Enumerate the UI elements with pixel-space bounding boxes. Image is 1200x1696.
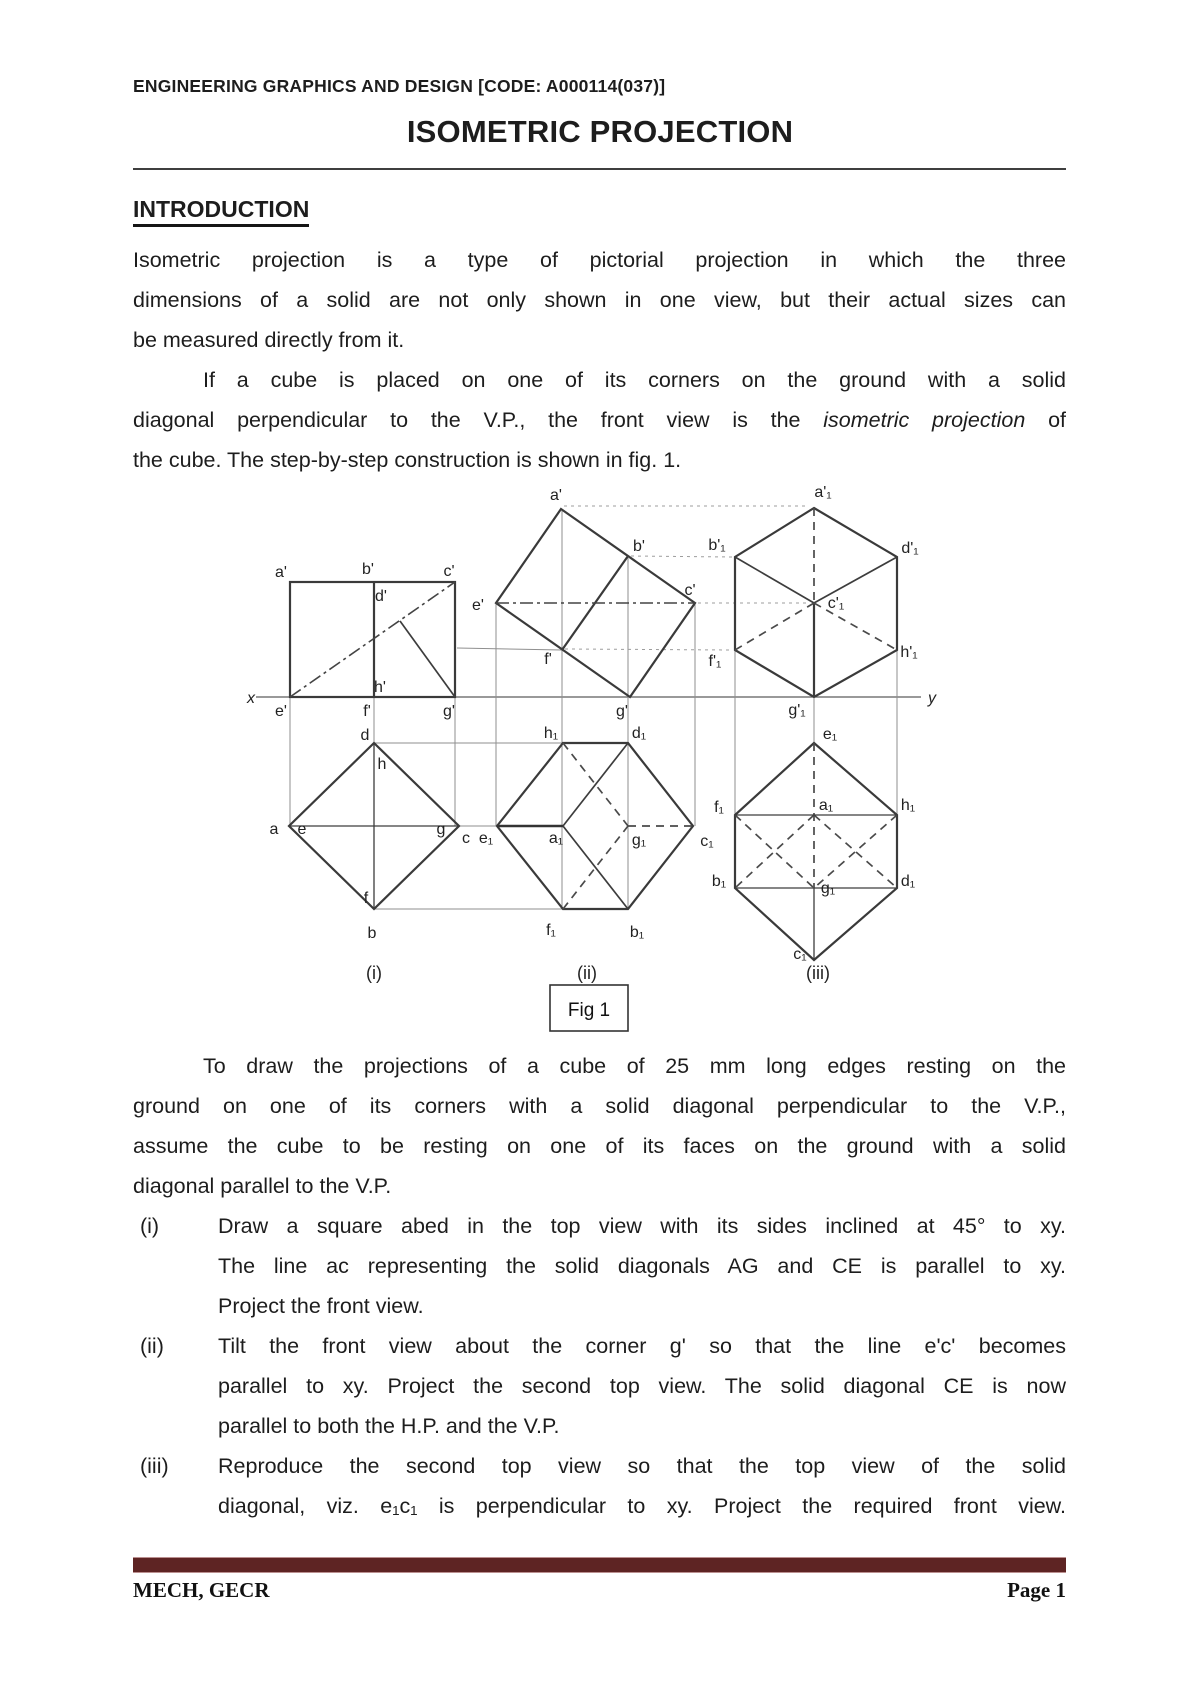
text-line xyxy=(218,1406,1066,1446)
text-segment: To draw the projections of a cube of 25 mm long edges resting on the xyxy=(203,1054,1066,1078)
text-segment: assume the cube to be resting on one of its faces on the ground with a solid xyxy=(133,1134,1066,1158)
figure-label: a' xyxy=(550,487,562,504)
figure-label: (i) xyxy=(366,963,382,983)
figure-label: d₁ xyxy=(631,725,647,742)
figure-label: e xyxy=(297,821,307,838)
figure-label: g₁ xyxy=(631,832,647,849)
text-line xyxy=(133,1126,1066,1166)
figure-label: b' xyxy=(362,561,374,578)
top-view-i-diamond xyxy=(289,743,459,909)
top-view-ii-hexagon xyxy=(497,743,693,909)
paragraph xyxy=(133,1046,1066,1206)
figure-label: e' xyxy=(275,703,287,720)
text-line xyxy=(218,1246,1066,1286)
footer-bar xyxy=(133,1557,1066,1573)
figure-label: f₁ xyxy=(714,799,724,816)
figure-label: d' xyxy=(375,588,387,605)
figure-label: b' xyxy=(633,538,645,555)
figure-label: h₁ xyxy=(900,797,916,814)
construction-lines xyxy=(290,506,897,909)
figure-label: e₁ xyxy=(822,726,838,743)
figure-label: h xyxy=(377,756,387,773)
list-item xyxy=(133,1326,1066,1446)
text-line xyxy=(218,1326,1066,1366)
top-view-iii-hexagon xyxy=(735,743,897,960)
figure-label: h'₁ xyxy=(900,644,918,661)
figure-label: h₁ xyxy=(543,725,559,742)
text-segment: If a cube is placed on one of its corners on the ground with a solid xyxy=(203,368,1066,392)
front-view-ii-tilted xyxy=(496,509,695,697)
figure-label: a' xyxy=(275,564,287,581)
text-segment: dimensions of a solid are not only shown in one view, but their actual sizes can xyxy=(133,288,1066,312)
figure-label: c xyxy=(462,830,470,847)
list-item xyxy=(133,1446,1066,1526)
footer-page-number: Page 1 xyxy=(1007,1578,1066,1602)
text-line xyxy=(218,1446,1066,1486)
text-segment: diagonal, viz. e₁c₁ is perpendicular to xy. Project the required front view. xyxy=(218,1494,1066,1518)
page-title: ISOMETRIC PROJECTION xyxy=(406,114,794,149)
figure-label: a₁ xyxy=(818,797,834,814)
figure-label: c'₁ xyxy=(827,595,845,612)
text-segment: parallel to xy. Project the second top view. The solid diagonal CE is now xyxy=(218,1374,1066,1398)
figure-label: f' xyxy=(544,651,552,668)
list-item-marker: (i) xyxy=(140,1214,160,1238)
figure-label: g' xyxy=(443,703,455,720)
text-line xyxy=(133,1166,1066,1206)
text-segment: Project the front view. xyxy=(218,1294,424,1318)
figure-label: b₁ xyxy=(629,924,645,941)
figure-label: e₁ xyxy=(478,830,494,847)
figure-label: f₁ xyxy=(546,922,556,939)
text-segment: of xyxy=(1025,408,1066,432)
figure-label: c₁ xyxy=(793,946,807,963)
section-heading-introduction: INTRODUCTION xyxy=(133,196,309,227)
italic-text: isometric projection xyxy=(823,408,1026,432)
figure-label: h' xyxy=(374,679,386,696)
figure-label: c' xyxy=(443,563,455,580)
figure-label: g'₁ xyxy=(788,702,806,719)
text-segment: parallel to both the H.P. and the V.P. xyxy=(218,1414,560,1438)
text-line xyxy=(218,1366,1066,1406)
body-text-bottom xyxy=(133,1046,1066,1526)
figure-label: (iii) xyxy=(806,963,830,983)
text-line xyxy=(218,1206,1066,1246)
text-segment: Reproduce the second top view so that the top view of the solid xyxy=(218,1454,1066,1478)
text-line xyxy=(133,1086,1066,1126)
figure-label: b xyxy=(367,925,377,942)
text-segment: the cube. The step-by-step construction is shown in fig. 1. xyxy=(133,448,682,472)
figure-label: d xyxy=(360,727,370,744)
footer-left-text: MECH, GECR xyxy=(133,1578,270,1602)
text-segment: Draw a square abed in the top view with its sides inclined at 45° to xy. xyxy=(218,1214,1066,1238)
fig-caption-box xyxy=(550,985,628,1031)
figure-label: a xyxy=(269,821,279,838)
list-item-marker: (iii) xyxy=(140,1454,169,1478)
figure-label: c' xyxy=(684,582,696,599)
figure-label: f' xyxy=(363,703,371,720)
text-segment: ground on one of its corners with a solid diagonal perpendicular to the V.P., xyxy=(133,1094,1066,1118)
list-item-marker: (ii) xyxy=(140,1334,164,1358)
list-item xyxy=(133,1206,1066,1326)
text-segment: be measured directly from it. xyxy=(133,328,405,352)
figure-label: g' xyxy=(616,703,628,720)
text-line xyxy=(218,1486,1066,1526)
figure-label: c₁ xyxy=(700,833,714,850)
fig-caption: Fig 1 xyxy=(567,1000,611,1021)
figure-label: a'₁ xyxy=(814,484,832,501)
figure-label: x xyxy=(247,690,255,707)
figure-label: d'₁ xyxy=(901,540,919,557)
text-segment: Tilt the front view about the corner g' so that the line e'c' becomes xyxy=(218,1334,1066,1358)
front-view-iii-hexagon xyxy=(735,508,897,697)
figure-label: g₁ xyxy=(820,880,836,897)
figure-label: d₁ xyxy=(900,873,916,890)
figure-label: (ii) xyxy=(577,963,597,983)
text-segment: The line ac representing the solid diagonals AG and CE is parallel to xy. xyxy=(218,1254,1066,1278)
document-header: ENGINEERING GRAPHICS AND DESIGN [CODE: A000114(037)] xyxy=(133,76,666,96)
figure-label: g xyxy=(436,821,446,838)
figure-label: f'₁ xyxy=(708,653,722,670)
text-segment: Isometric projection is a type of pictorial projection in which the three xyxy=(133,248,1066,272)
text-segment: diagonal parallel to the V.P. xyxy=(133,1174,392,1198)
text-segment: diagonal perpendicular to the V.P., the front view is the xyxy=(133,408,824,432)
figure-label: f xyxy=(363,890,369,907)
figure-label: b₁ xyxy=(711,873,727,890)
front-view-i xyxy=(290,582,455,697)
text-line xyxy=(133,1046,1066,1086)
figure-label: a₁ xyxy=(548,830,564,847)
figure-label: b'₁ xyxy=(708,537,726,554)
text-line xyxy=(218,1286,1066,1326)
figure-label: y xyxy=(928,690,936,707)
figure-label: e' xyxy=(472,597,484,614)
